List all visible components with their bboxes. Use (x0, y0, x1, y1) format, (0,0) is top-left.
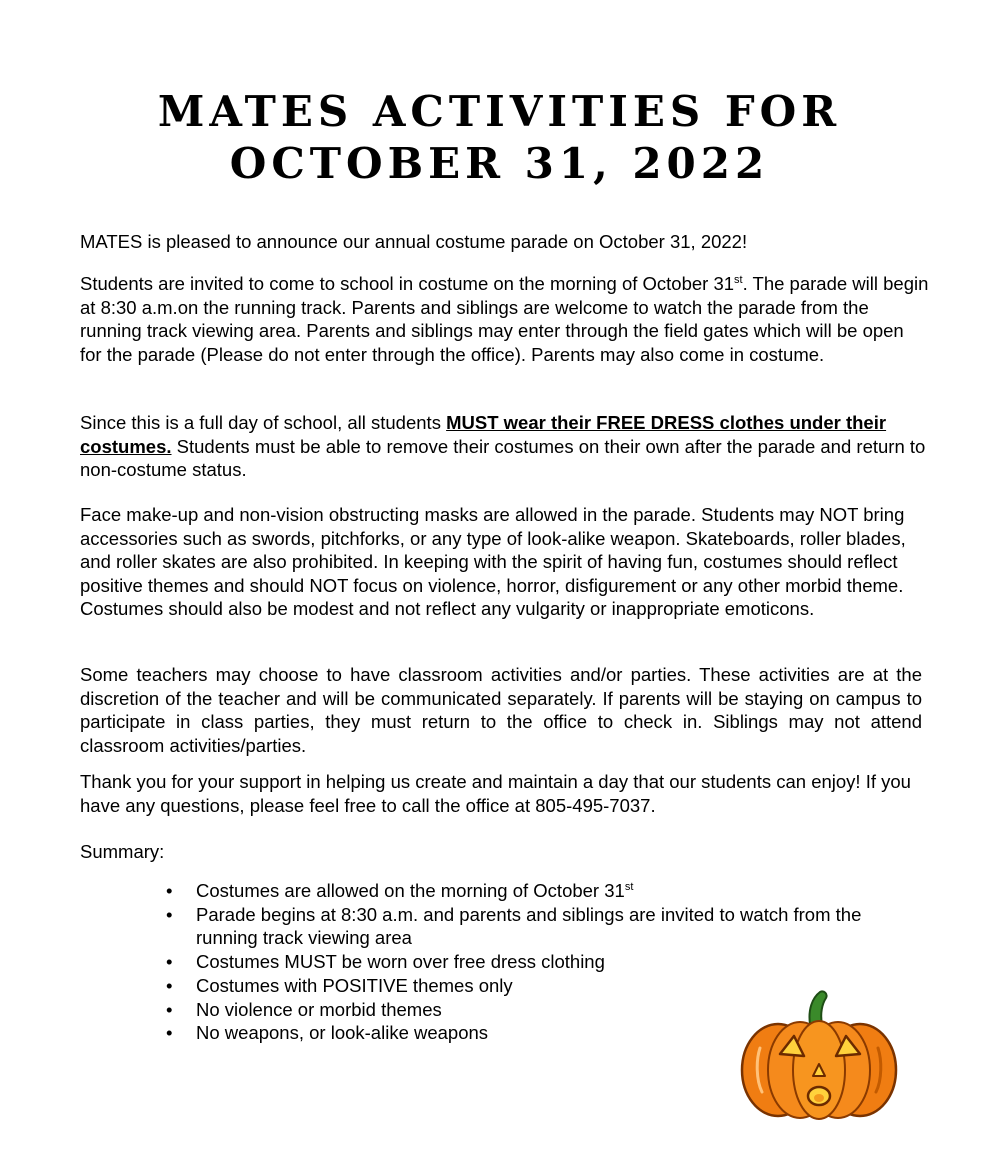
costume-paragraph (80, 272, 930, 366)
title-line-1: MATES ACTIVITIES FOR (157, 87, 842, 136)
list-item (160, 903, 880, 950)
list-item-text: Costumes MUST be worn over free dress clothing (196, 951, 605, 973)
bullet-icon: • (166, 951, 173, 973)
list-item-text: Costumes are allowed on the morning of October 31 (196, 880, 625, 901)
list-item-text: Parade begins at 8:30 a.m. and parents and siblings are invited to watch from the running track viewing area (196, 903, 862, 949)
list-item-text: No violence or morbid themes (196, 998, 442, 1020)
list-item-text: Costumes with POSITIVE themes only (196, 974, 513, 996)
ordinal-suffix: st (624, 880, 634, 893)
bullet-icon: • (166, 1022, 173, 1044)
list-item-text: No weapons, or look-alike weapons (196, 1022, 489, 1044)
rules-paragraph: Face make-up and non-vision obstructing masks are allowed in the parade. Students may NOT bring accessories such as swords, pitchforks, or any type of look-alike weapon. Skateboards, roller blades, and roller skates are also prohibited. In keeping with the spirit of having fun, costumes should reflect positive themes and should NOT focus on violence, horror, disfigurement or any other morbid theme. Costumes should also be modest and not reflect any vulgarity or inappropriate emoticons. (80, 504, 906, 619)
jack-o-lantern-icon (738, 988, 900, 1122)
bullet-icon: • (166, 974, 173, 996)
free-dress-rest: Students must be able to remove their costumes on their own after the parade and return to non-costume status. (80, 435, 926, 480)
list-item (160, 879, 880, 903)
costume-paragraph-start: Students are invited to come to school in costume on the morning of October 31 (80, 273, 735, 294)
title-line-2: OCTOBER 31, 2022 (229, 139, 770, 188)
bullet-icon: • (166, 903, 173, 925)
summary-label: Summary: (80, 841, 165, 862)
free-dress-emphasis: MUST wear their FREE DRESS clothes under their costumes. (80, 412, 887, 457)
bullet-icon: • (166, 880, 173, 901)
costume-paragraph-rest: . The parade will begin at 8:30 a.m.on the running track. Parents and siblings are welcome to watch the parade from the running track viewing area. Parents and siblings may enter through the field gates which will be open for the parade (Please do not enter through the office). Parents may also come in costume. (80, 273, 929, 365)
ordinal-suffix: st (734, 273, 743, 286)
page-title (0, 86, 999, 190)
classroom-paragraph: Some teachers may choose to have classroom activities and/or parties. These activities are at the discretion of the teacher and will be communicated separately. If parents will be staying on campus to participate in class parties, they must return to the office to check in. Siblings may not attend classroom activities/parties. (80, 664, 922, 756)
intro-paragraph: MATES is pleased to announce our annual costume parade on October 31, 2022! (80, 231, 748, 252)
free-dress-start: Since this is a full day of school, all students (80, 412, 447, 433)
free-dress-paragraph (80, 411, 930, 482)
bullet-icon: • (166, 998, 173, 1020)
thank-you-paragraph: Thank you for your support in helping us create and maintain a day that our students can enjoy! If you have any questions, please feel free to call the office at 805-495-7037. (80, 771, 911, 816)
list-item (160, 950, 880, 974)
